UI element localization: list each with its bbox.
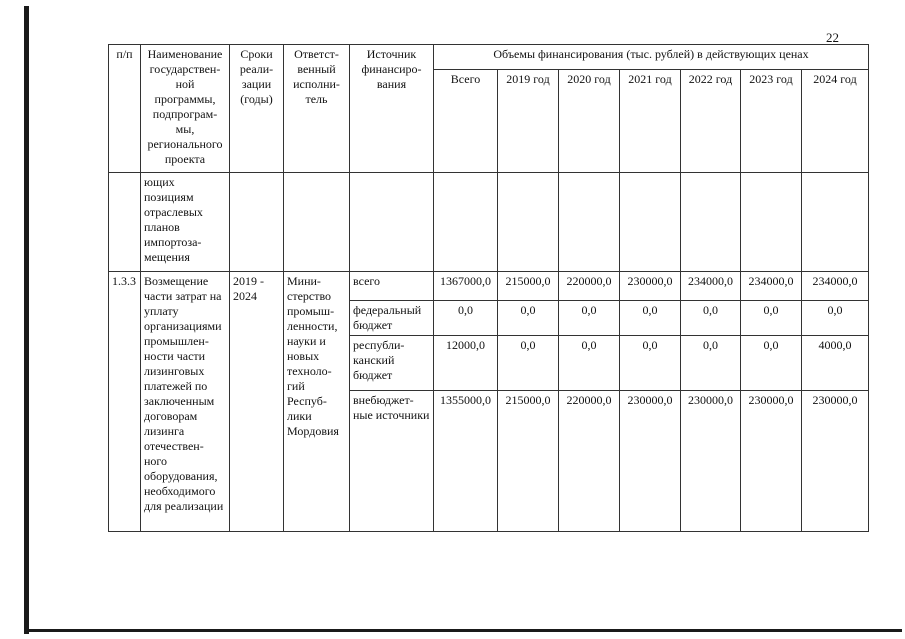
header-total: Всего [434,70,498,173]
value-cell: 0,0 [741,301,802,336]
value-cell: 220000,0 [559,272,620,301]
value-cell: 1355000,0 [434,391,498,532]
header-funding: Объемы финансирования (тыс. рублей) в действующих ценах [434,45,869,70]
value-cell: 0,0 [681,301,741,336]
header-year: 2024 год [802,70,869,173]
value-cell: 230000,0 [620,272,681,301]
header-year: 2023 год [741,70,802,173]
value-cell: 230000,0 [741,391,802,532]
value-cell: 234000,0 [741,272,802,301]
value-cell: 234000,0 [681,272,741,301]
header-year: 2022 год [681,70,741,173]
left-binding-bar [24,6,29,634]
value-cell: 4000,0 [802,336,869,391]
value-cell: 0,0 [559,336,620,391]
table-row [109,272,869,301]
value-cell: 0,0 [620,301,681,336]
header-year: 2020 год [559,70,620,173]
value-cell: 0,0 [620,336,681,391]
header-source: Источник финансиро-вания [350,45,434,173]
continuation-name: ющих позициям отраслевых планов импортоза-мещения [141,173,230,272]
item-name: Возмещение части затрат на уплату организациями промышлен-ности части лизинговых платежей по заключенным договорам лизинга отечествен-ного оборудования, необходимого для реализации [141,272,230,532]
item-number: 1.3.3 [109,272,141,532]
header-row [109,45,869,70]
value-cell: 0,0 [741,336,802,391]
source-cell: всего [350,272,434,301]
value-cell: 0,0 [498,301,559,336]
header-responsible: Ответст-венный исполни-тель [284,45,350,173]
item-responsible: Мини-стерство промыш-ленности, науки и новых техноло-гий Респуб-лики Мордовия [284,272,350,532]
value-cell: 0,0 [434,301,498,336]
continuation-row [109,173,869,272]
bottom-rule [26,629,902,632]
value-cell: 234000,0 [802,272,869,301]
source-cell: республи-канский бюджет [350,336,434,391]
financing-table [108,44,869,532]
value-cell: 230000,0 [681,391,741,532]
value-cell: 230000,0 [620,391,681,532]
page-number: 22 [826,30,839,45]
header-year: 2019 год [498,70,559,173]
value-cell: 230000,0 [802,391,869,532]
item-term: 2019 - 2024 [230,272,284,532]
header-name: Наименование государствен-ной программы, подпрограм-мы, регионального проекта [141,45,230,173]
value-cell: 215000,0 [498,391,559,532]
source-cell: внебюджет-ные источники [350,391,434,532]
header-num: п/п [109,45,141,173]
value-cell: 0,0 [559,301,620,336]
value-cell: 0,0 [498,336,559,391]
value-cell: 12000,0 [434,336,498,391]
value-cell: 1367000,0 [434,272,498,301]
header-year: 2021 год [620,70,681,173]
source-cell: федеральный бюджет [350,301,434,336]
value-cell: 220000,0 [559,391,620,532]
value-cell: 0,0 [802,301,869,336]
value-cell: 0,0 [681,336,741,391]
value-cell: 215000,0 [498,272,559,301]
header-term: Сроки реали-зации (годы) [230,45,284,173]
